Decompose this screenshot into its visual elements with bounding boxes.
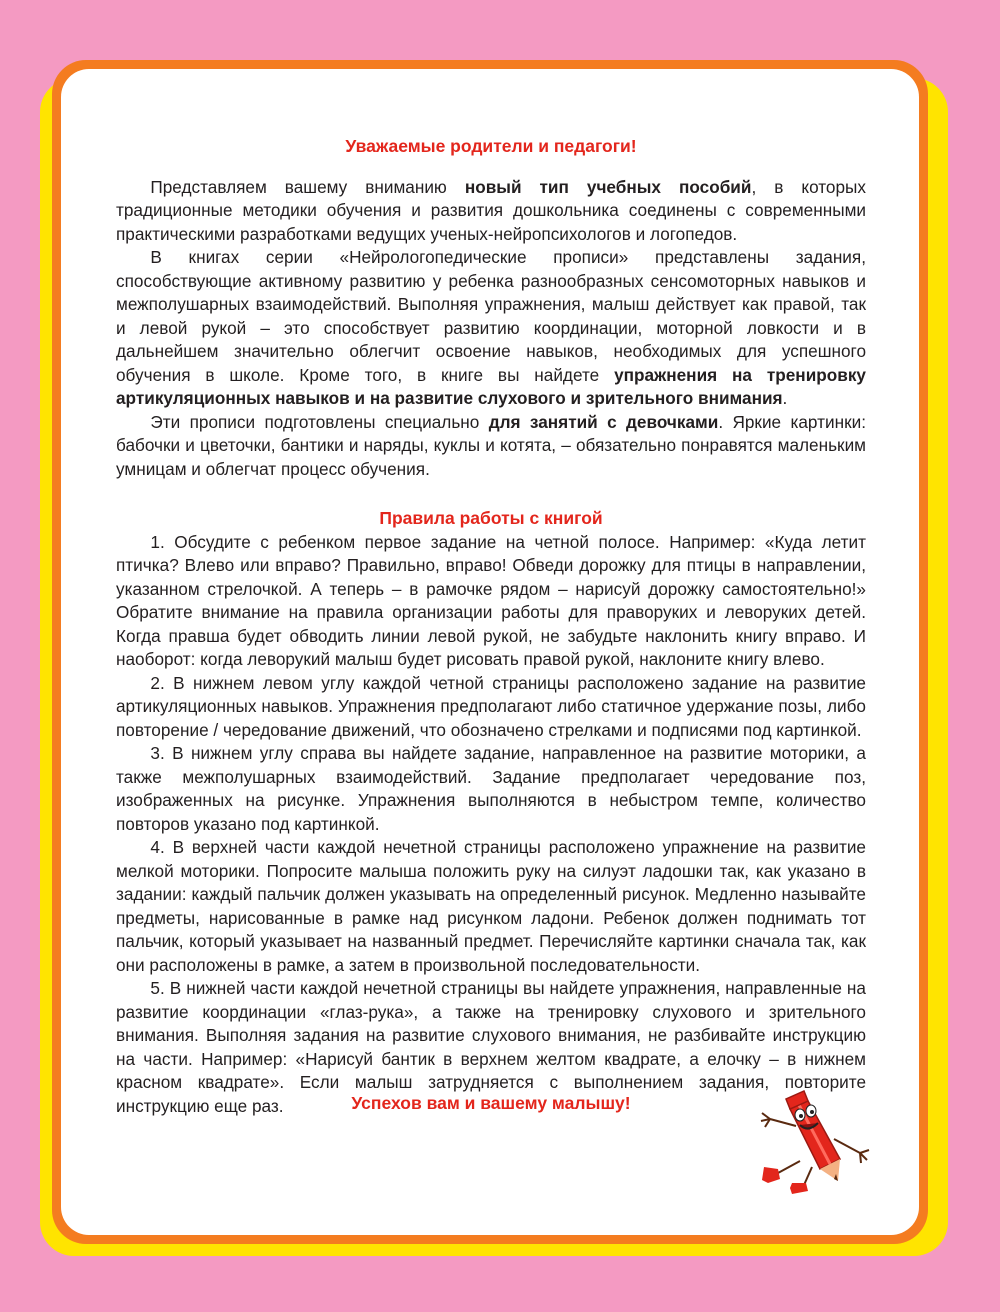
intro-paragraph-1: Представляем вашему вниманию новый тип учебных пособий, в которых традиционные методики обучения и развития дошкольника соединены с современными практическими разработками ведущих ученых-нейропсихологов и логопедов.	[116, 176, 866, 244]
rule-item: 3. В нижнем углу справа вы найдете задание, направленное на развитие моторики, а также межполушарных взаимодействий. Задание предполагает чередование поз, изображенных на рисунке. Упражнения выполняются в небыстром темпе, количество повторов указано под картинкой.	[116, 743, 866, 834]
intro-paragraph-3: Эти прописи подготовлены специально для занятий с девочками. Яркие картинки: бабочки и цветочки, бантики и наряды, куклы и котята, – обязательно понравятся маленьким умницам и облегчат процесс обучения.	[116, 411, 866, 479]
rule-item: 4. В верхней части каждой нечетной страницы расположено упражнение на развитие мелкой моторики. Попросите малыша положить руку на силуэт ладошки так, как указано в задании: каждый пальчик должен указывать на определенный рисунок. Медленно называйте предметы, нарисованные в рамке над рисунком ладони. Ребенок должен поднимать тот пальчик, который указывает на названный предмет. Перечисляйте картинки сначала так, как они расположены в рамке, а затем в произвольной последовательности.	[116, 837, 866, 975]
text-content	[116, 135, 866, 1118]
rule-item: 1. Обсудите с ребенком первое задание на четной полосе. Например: «Куда летит птичка? Влево или вправо? Правильно, вправо! Обведи дорожку для птицы в направлении, указанном стрелочкой. А теперь – в рамочке рядом – нарисуй дорожку самостоятельно!» Обратите внимание на правила организации работы для праворуких и леворуких детей. Когда правша будет обводить линии левой рукой, не забудьте наклонить книгу вправо. И наоборот: когда леворукий малыш будет рисовать правой рукой, наклоните книгу влево.	[116, 531, 866, 669]
pencil-mascot-icon	[748, 1081, 873, 1199]
emphasis: упражнения на тренировку артикуляционных навыков и на развитие слухового и зрительного внимания	[116, 364, 866, 408]
closing-wish: Успехов вам и вашему малышу!	[351, 1093, 631, 1113]
page-title: Уважаемые родители и педагоги!	[345, 136, 637, 156]
rules-title: Правила работы с книгой	[379, 508, 603, 528]
emphasis: новый тип учебных пособий	[464, 176, 752, 197]
rule-item: 2. В нижнем левом углу каждой четной страницы расположено задание на развитие артикуляционных навыков. Упражнения предполагают либо статичное удержание позы, либо повторение / чередование движений, что обозначено стрелками и подписями под картинкой.	[116, 672, 866, 740]
rule-item: 5. В нижней части каждой нечетной страницы вы найдете упражнения, направленные на развитие координации «глаз-рука», а также на тренировку слухового и зрительного внимания. Выполняя задания на развитие слухового внимания, не разбивайте инструкцию на части. Например: «Нарисуй бантик в верхнем желтом квадрате, а елочку – в нижнем красном квадрате». Если малыш затрудняется с выполнением задания, повторите инструкцию еще раз.	[116, 978, 866, 1116]
intro-paragraph-2: В книгах серии «Нейрологопедические прописи» представлены задания, способствующие активному развитию у ребенка разнообразных сенсомоторных навыков и межполушарных взаимодействий. Выполняя упражнения, малыш действует как правой, так и левой рукой – это способствует развитию координации, моторной ловкости и в дальнейшем значительно облегчит освоение навыков, необходимых для успешного обучения в школе. Кроме того, в книге вы найдете упражнения на тренировку артикуляционных навыков и на развитие слухового и зрительного внимания.	[116, 247, 866, 408]
content-panel	[61, 69, 919, 1235]
emphasis: для занятий с девочками	[488, 411, 719, 432]
